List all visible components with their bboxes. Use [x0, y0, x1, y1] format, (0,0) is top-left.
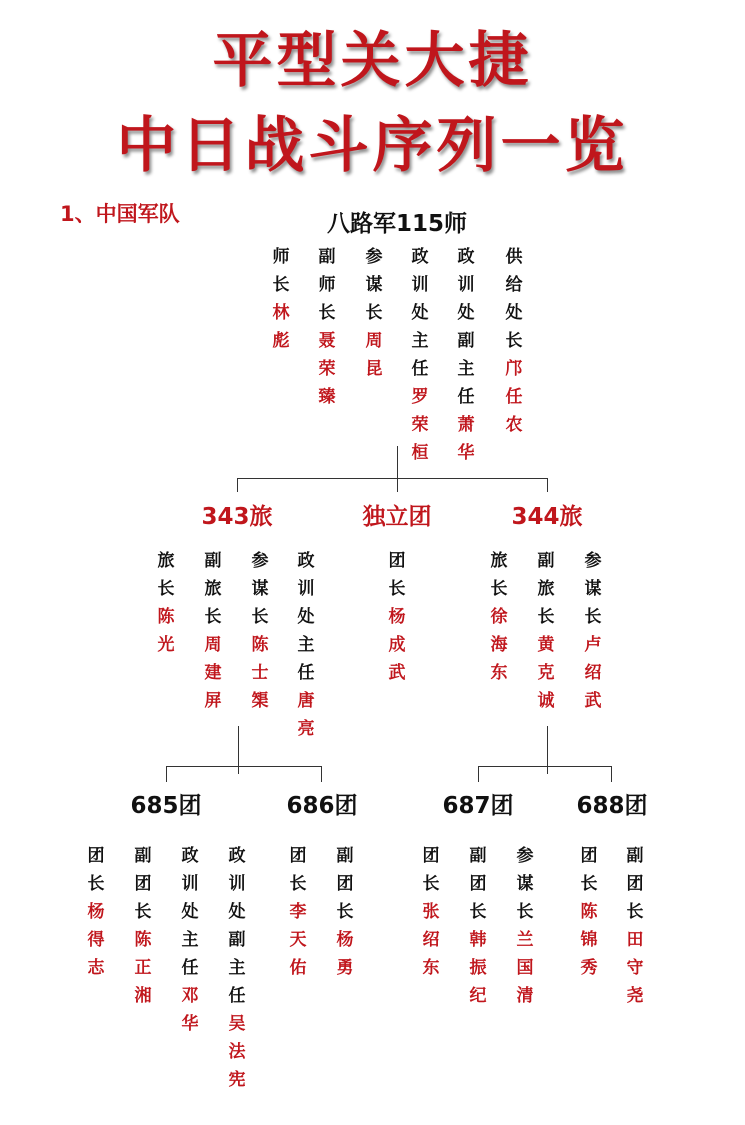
officer-name: 徐海东 [490, 607, 508, 683]
officer-role: 供给处长 [505, 247, 523, 351]
officer-name: 邓华 [181, 986, 199, 1034]
officer-name: 吴法宪 [228, 1014, 246, 1090]
officer-name: 萧华 [457, 415, 475, 463]
brigade-344-connector-drop-688 [611, 766, 612, 782]
officer-column [513, 842, 537, 1010]
officer-role: 团长 [422, 846, 440, 894]
officer-column [269, 243, 293, 355]
division-connector-vertical [397, 446, 398, 478]
officer-role: 副团长 [626, 846, 644, 922]
officer-column [466, 842, 490, 1010]
division-connector-drop-343 [237, 478, 238, 492]
officer-name: 黄克诚 [537, 635, 555, 711]
section-label: 1、中国军队 [60, 202, 180, 226]
officer-role: 团长 [388, 551, 406, 599]
officer-role: 参谋长 [365, 247, 383, 323]
officer-role: 副旅长 [537, 551, 555, 627]
officer-column [131, 842, 155, 1010]
officer-column [333, 842, 357, 982]
officer-column [577, 842, 601, 982]
officer-name: 杨成武 [388, 607, 406, 683]
regiment-687-name: 687团 [442, 793, 514, 819]
officer-role: 团长 [289, 846, 307, 894]
officer-name: 兰国清 [516, 930, 534, 1006]
officer-column [534, 547, 558, 715]
officer-column [315, 243, 339, 411]
division-connector-drop-344 [547, 478, 548, 492]
brigade-343-connector-drop-685 [166, 766, 167, 782]
regiment-685-name: 685团 [130, 793, 202, 819]
officer-column [201, 547, 225, 715]
officer-role: 政训处主任 [297, 551, 315, 683]
officer-column [248, 547, 272, 715]
officer-column [581, 547, 605, 715]
officer-column [385, 547, 409, 687]
officer-role: 副团长 [134, 846, 152, 922]
officer-column [419, 842, 443, 982]
officer-name: 唐亮 [297, 691, 315, 739]
officer-role: 副团长 [336, 846, 354, 922]
officer-name: 杨得志 [87, 902, 105, 978]
officer-role: 副旅长 [204, 551, 222, 627]
title-line-1: 平型关大捷 [212, 26, 533, 96]
officer-role: 参谋长 [516, 846, 534, 922]
officer-name: 卢绍武 [584, 635, 602, 711]
regiment-686-name: 686团 [286, 793, 358, 819]
officer-name: 杨勇 [336, 930, 354, 978]
regiment-688-name: 688团 [576, 793, 648, 819]
division-connector-horizontal [237, 478, 548, 479]
officer-column [178, 842, 202, 1038]
division-name: 八路军115师 [326, 211, 468, 237]
officer-role: 副团长 [469, 846, 487, 922]
brigade-343-connector-horizontal [166, 766, 322, 767]
officer-role: 政训处副主任 [228, 846, 246, 1006]
officer-role: 参谋长 [251, 551, 269, 627]
officer-role: 旅长 [157, 551, 175, 599]
officer-name: 陈士榘 [251, 635, 269, 711]
officer-column [408, 243, 432, 467]
brigade-343-name: 343旅 [201, 504, 273, 530]
officer-name: 陈正湘 [134, 930, 152, 1006]
officer-column [294, 547, 318, 743]
officer-column [154, 547, 178, 659]
independent-regiment-name: 独立团 [362, 504, 432, 530]
brigade-344-name: 344旅 [511, 504, 583, 530]
officer-role: 团长 [580, 846, 598, 894]
officer-role: 政训处主任 [411, 247, 429, 379]
officer-column [286, 842, 310, 982]
officer-name: 邝任农 [505, 359, 523, 435]
officer-column [487, 547, 511, 687]
officer-column [502, 243, 526, 439]
officer-column [623, 842, 647, 1010]
officer-column [225, 842, 249, 1094]
officer-name: 田守尧 [626, 930, 644, 1006]
officer-name: 罗荣桓 [411, 387, 429, 463]
officer-name: 陈光 [157, 607, 175, 655]
officer-name: 李天佑 [289, 902, 307, 978]
officer-role: 团长 [87, 846, 105, 894]
officer-name: 陈锦秀 [580, 902, 598, 978]
division-connector-drop-independent [397, 478, 398, 492]
brigade-343-connector-drop-686 [321, 766, 322, 782]
officer-column [362, 243, 386, 383]
officer-name: 林彪 [272, 303, 290, 351]
officer-name: 周昆 [365, 331, 383, 379]
brigade-344-connector-drop-687 [478, 766, 479, 782]
officer-name: 张绍东 [422, 902, 440, 978]
officer-name: 周建屏 [204, 635, 222, 711]
officer-role: 政训处副主任 [457, 247, 475, 407]
officer-name: 聂荣臻 [318, 331, 336, 407]
officer-column [454, 243, 478, 467]
officer-column [84, 842, 108, 982]
officer-role: 旅长 [490, 551, 508, 599]
officer-role: 师长 [272, 247, 290, 295]
officer-name: 韩振纪 [469, 930, 487, 1006]
officer-role: 参谋长 [584, 551, 602, 627]
officer-role: 政训处主任 [181, 846, 199, 978]
brigade-344-connector-horizontal [478, 766, 612, 767]
title-line-2: 中日战斗序列一览 [116, 111, 629, 181]
officer-role: 副师长 [318, 247, 336, 323]
